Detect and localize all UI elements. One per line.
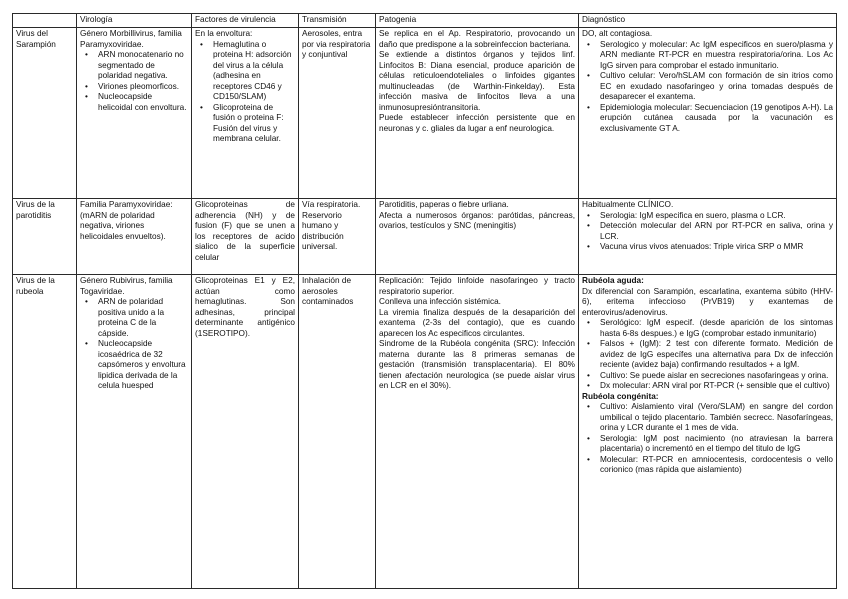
patogenia-paragraph: Se extiende a distintos órganos y tejidos linf. Linfocitos B: Diana esencial, produce aparición de células reticuloendoteliales o linfoides gigantes multinucleadas (de Warthin-Finkelday). Esta infección masiva de linfocitos lleva a una inmunosupresióntransitoria. — [379, 50, 575, 112]
virus-comparison-table — [12, 13, 837, 589]
header-diagnostico: Diagnóstico — [579, 14, 837, 28]
virologia-intro: Género Rubivirus, familia Togaviridae. — [80, 276, 173, 296]
patogenia-cell — [376, 275, 579, 589]
list-item: • Serológico: IgM especif. (desde aparición de los sintomas hasta 6-8s despues.) e IgG (comprobar estado inmunitario) — [600, 318, 833, 339]
factores-intro: Glicoproteinas E1 y E2, actúan como hemaglutinas. Son adhesinas, principal determinante antigénico (1SEROTIPO). — [195, 276, 295, 338]
rubeola-congenita-title: Rubéola congénita: — [582, 391, 659, 401]
patogenia-paragraph: Puede establecer infección persistente que en neuronas y c. gliales da lugar a enf neurologica. — [379, 113, 575, 133]
patogenia-cell — [376, 199, 579, 275]
list-item: • Hemaglutina o proteina H: adsorción del virus a la célula (adhesina en receptores CD46 y CD150/SLAM) — [213, 40, 295, 103]
patogenia-paragraph: Afecta a numerosos órganos: parótidas, páncreas, ovarios, testículos y SNC (meningitis) — [379, 210, 575, 230]
list-item: • Vacuna virus vivos atenuados: Triple virica SRP o MMR — [600, 242, 833, 253]
transmision-cell: Vía respiratoria. Reservorio humano y distribución universal. — [299, 199, 376, 275]
list-item: • Falsos + (IgM): 2 test con diferente formato. Medición de avidez de IgG específes una alternativa para Dx de infección reciente (avidez baja) confirmando resultados + a IgM. — [600, 339, 833, 371]
virologia-list — [80, 50, 188, 113]
factores-cell — [192, 275, 299, 589]
patogenia-paragraph: Se replica en el Ap. Respiratorio, provocando un daño que predispone a la sobreinfeccion bacteriana. — [379, 29, 575, 49]
rubeola-aguda-title: Rubéola aguda: — [582, 276, 644, 285]
list-item: • Glicoproteina de fusión o proteina F: Fusión del virus y membrana celular. — [213, 103, 295, 145]
header-patogenia: Patogenia — [376, 14, 579, 28]
header-factores: Factores de virulencia — [192, 14, 299, 28]
table-row — [13, 275, 837, 589]
diagnostico-cell — [579, 199, 837, 275]
list-item: • ARN monocatenario no segmentado de polaridad negativa. — [98, 50, 188, 82]
list-item: • Serologico y molecular: Ac IgM especificos en suero/plasma y ARN mediante RT-PCR en muestra respiratoria/orina. Los Ac IgG sirven para comprobar el estado inmunitario. — [600, 40, 833, 72]
diagnostico-intro: DO, alt contagiosa. — [582, 29, 653, 38]
list-item: • Viriones pleomorficos. — [98, 82, 188, 93]
header-cell-empty — [13, 14, 77, 28]
factores-cell — [192, 28, 299, 199]
list-item: • Detección molecular del ARN por RT-PCR en saliva, orina y LCR. — [600, 221, 833, 242]
diagnostico-cell — [579, 28, 837, 199]
patogenia-cell — [376, 28, 579, 199]
factores-intro: En la envoltura: — [195, 29, 253, 38]
diagnostico-list — [582, 40, 833, 135]
virologia-cell — [77, 199, 192, 275]
transmision-cell: Inhalación de aerosoles contaminados — [299, 275, 376, 589]
virologia-intro: Familia Paramyxoviridae: (mARN de polaridad negativa, viriones helicoidales envueltos). — [80, 200, 173, 241]
patogenia-paragraph: Sindrome de la Rubéola congénita (SRC): Infección materna durante las 8 primeras semanas de gestación (transmisión transplacentaria). El 80% tienen afectación neurologica (se puede aislar virus en LCR en el 30%). — [379, 339, 575, 390]
table-row — [13, 28, 837, 199]
diagnostico-cell — [579, 275, 837, 589]
rubeola-congenita-list — [582, 402, 833, 476]
row-name: Virus del Sarampión — [13, 28, 77, 199]
header-row — [13, 14, 837, 28]
header-virologia: Virología — [77, 14, 192, 28]
factores-cell — [192, 199, 299, 275]
list-item: • ARN de polaridad positiva unido a la proteina C de la cápside. — [98, 297, 188, 339]
rubeola-aguda-intro: Dx diferencial con Sarampión, escarlatina, exantema súbito (HHV-6), eritema infeccioso (PrVB19) y exantemas de enterovirus/adenovirus. — [582, 286, 833, 317]
list-item: • Serologia: IgM post nacimiento (no atraviesan la barrera placentaria) o incrementó en el tiempo del titulo de IgG — [600, 434, 833, 455]
patogenia-paragraph: Replicación: Tejido linfoide nasofaringeo y tracto respiratorio superior. — [379, 276, 575, 296]
virologia-list — [80, 297, 188, 392]
table-row — [13, 199, 837, 275]
list-item: • Dx molecular: ARN viral por RT-PCR (+ sensible que el cultivo) — [600, 381, 833, 392]
virologia-intro: Género Morbillivirus, familia Paramyxoviridae. — [80, 29, 182, 49]
patogenia-paragraph: La viremia finaliza después de la desaparición del exantema (2-3s del contagio), que es cuando aparecen los Ac especificos circulantes. — [379, 307, 575, 338]
diagnostico-intro: Habitualmente CLÍNICO. — [582, 200, 674, 209]
row-name: Virus de la rubeola — [13, 275, 77, 589]
list-item: • Cultivo: Aislamiento viral (Vero/SLAM) en sangre del cordon umbilical o tejido placentario. También secrecc. Nasofaríngeas, orina y LCR durante el 1 mes de vida. — [600, 402, 833, 434]
list-item: • Cultivo celular: Vero/hSLAM con formación de sin itrios como EC en exudado nasofaringeo y orina tomadas después de desaparecer el exantema. — [600, 71, 833, 103]
rubeola-aguda-list — [582, 318, 833, 392]
list-item: • Cultivo: Se puede aislar en secreciones nasofaringeas y orina. — [600, 371, 833, 382]
virologia-cell — [77, 275, 192, 589]
factores-list — [195, 40, 295, 145]
factores-intro: Glicoproteinas de adherencia (NH) y de fusion (F) que se unen a los receptores de acido sialico de la superficie celular — [195, 200, 295, 262]
diagnostico-list — [582, 211, 833, 253]
list-item: • Epidemiologia molecular: Secuenciacion (19 genotipos A-H). La erupción cutánea causada por la vacunación es exclusivamente GT A. — [600, 103, 833, 135]
header-transmision: Transmisión — [299, 14, 376, 28]
list-item: • Molecular: RT-PCR en amniocentesis, cordocentesis o vello corionico (mas rápida que aislamiento) — [600, 455, 833, 476]
list-item: • Nucleocapside helicoidal con envoltura. — [98, 92, 188, 113]
transmision-cell: Aerosoles, entra por via respiratoria y conjuntival — [299, 28, 376, 199]
virologia-cell — [77, 28, 192, 199]
list-item: • Serologia: IgM especifica en suero, plasma o LCR. — [600, 211, 833, 222]
patogenia-paragraph: Parotiditis, paperas o fiebre urliana. — [379, 200, 509, 209]
patogenia-paragraph: Conlleva una infección sistémica. — [379, 297, 501, 306]
row-name: Virus de la parotiditis — [13, 199, 77, 275]
list-item: • Nucleocapside icosaédrica de 32 capsómeros y envoltura lipidica derivada de la celula huesped — [98, 339, 188, 392]
